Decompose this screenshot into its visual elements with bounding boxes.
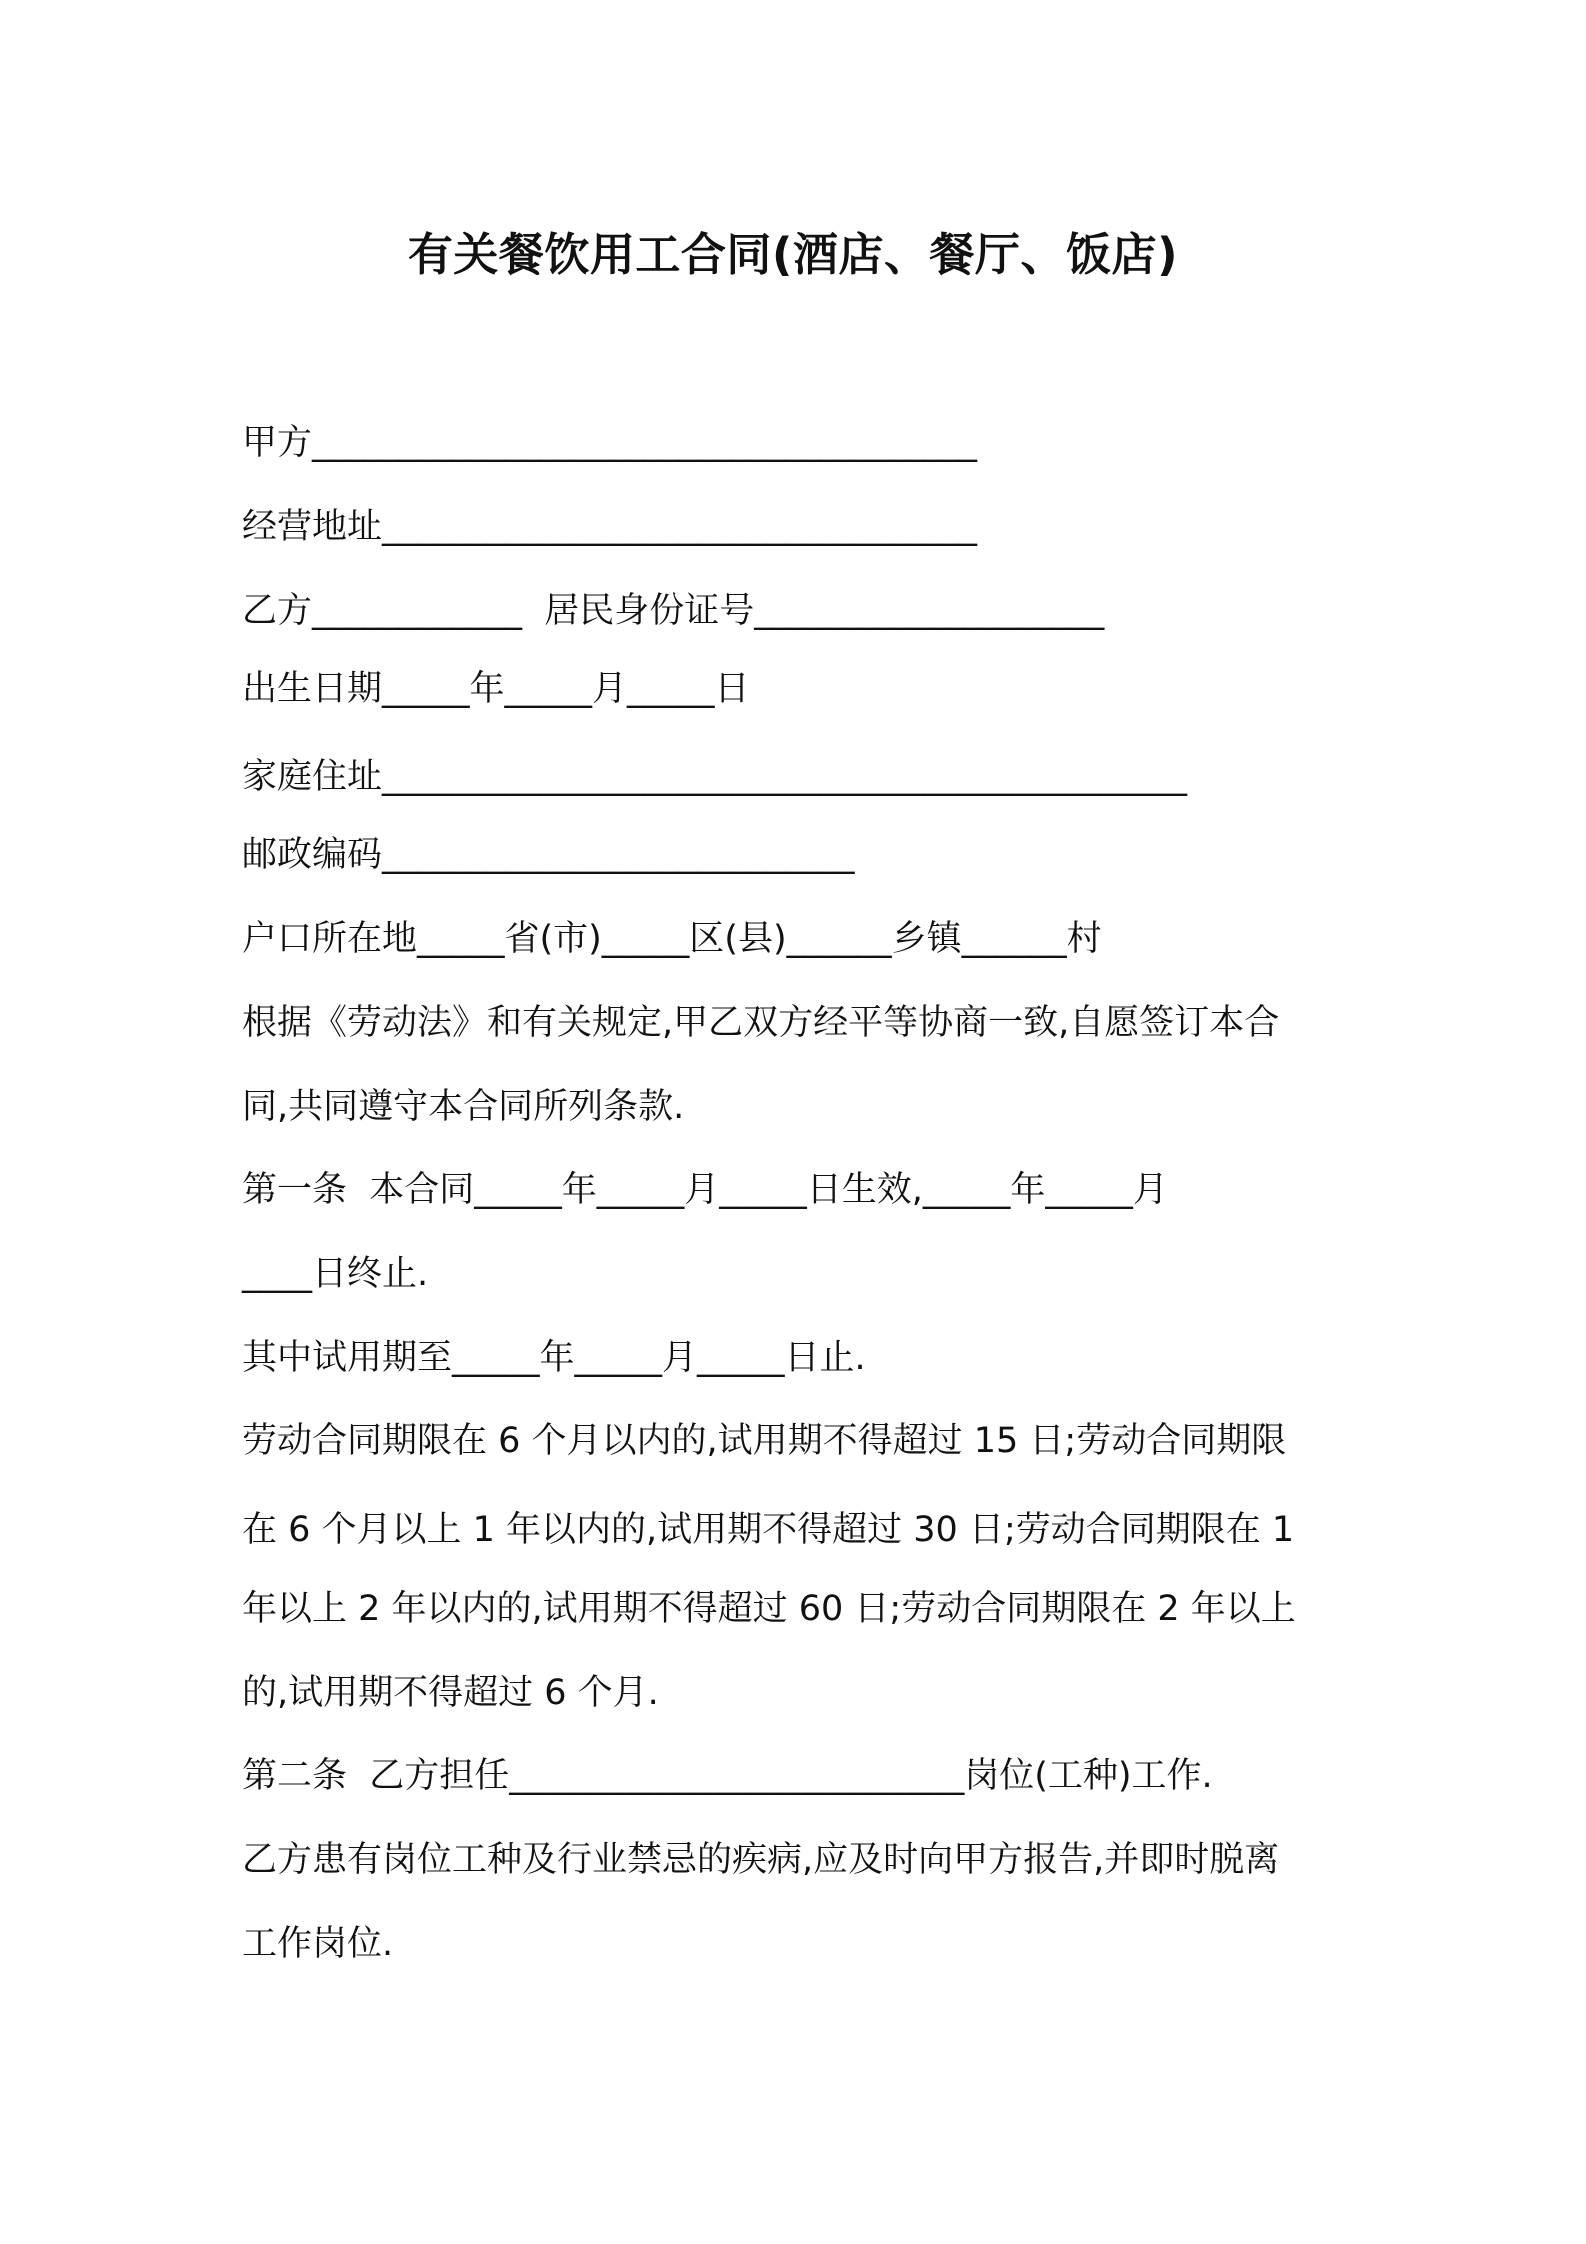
business-address-line: 经营地址__________________________________ bbox=[242, 507, 978, 547]
probation-rule-line-2: 在 6 个月以上 1 年以内的,试用期不得超过 30 日;劳动合同期限在 1 bbox=[242, 1510, 1295, 1550]
article-two-line: 第二条 乙方担任__________________________岗位(工种)工作. bbox=[242, 1756, 1213, 1796]
postal-code-line: 邮政编码___________________________ bbox=[242, 835, 855, 875]
party-a-line: 甲方______________________________________ bbox=[242, 423, 978, 463]
party-b-id-line: 乙方____________ 居民身份证号____________________ bbox=[242, 591, 1105, 631]
article-one-line-1: 第一条 本合同_____年_____月_____日生效,_____年_____月 bbox=[242, 1170, 1168, 1210]
home-address-line: 家庭住址______________________________________________ bbox=[242, 757, 1188, 797]
preamble-line-2: 同,共同遵守本合同所列条款. bbox=[242, 1087, 685, 1127]
preamble-line-1: 根据《劳动法》和有关规定,甲乙双方经平等协商一致,自愿签订本合 bbox=[242, 1003, 1280, 1043]
document-title: 有关餐饮用工合同(酒店、餐厅、饭店) bbox=[407, 228, 1179, 281]
disease-report-line-1: 乙方患有岗位工种及行业禁忌的疾病,应及时向甲方报告,并即时脱离 bbox=[242, 1840, 1280, 1880]
probation-period-line: 其中试用期至_____年_____月_____日止. bbox=[242, 1338, 866, 1378]
disease-report-line-2: 工作岗位. bbox=[242, 1924, 394, 1964]
probation-rule-line-4: 的,试用期不得超过 6 个月. bbox=[242, 1673, 659, 1713]
household-registration-line: 户口所在地_____省(市)_____区(县)______乡镇______村 bbox=[242, 919, 1102, 959]
probation-rule-line-1: 劳动合同期限在 6 个月以内的,试用期不得超过 15 日;劳动合同期限 bbox=[242, 1421, 1287, 1461]
article-one-line-2: ____日终止. bbox=[242, 1254, 429, 1294]
birth-date-line: 出生日期_____年_____月_____日 bbox=[242, 669, 750, 709]
probation-rule-line-3: 年以上 2 年以内的,试用期不得超过 60 日;劳动合同期限在 2 年以上 bbox=[242, 1589, 1296, 1629]
